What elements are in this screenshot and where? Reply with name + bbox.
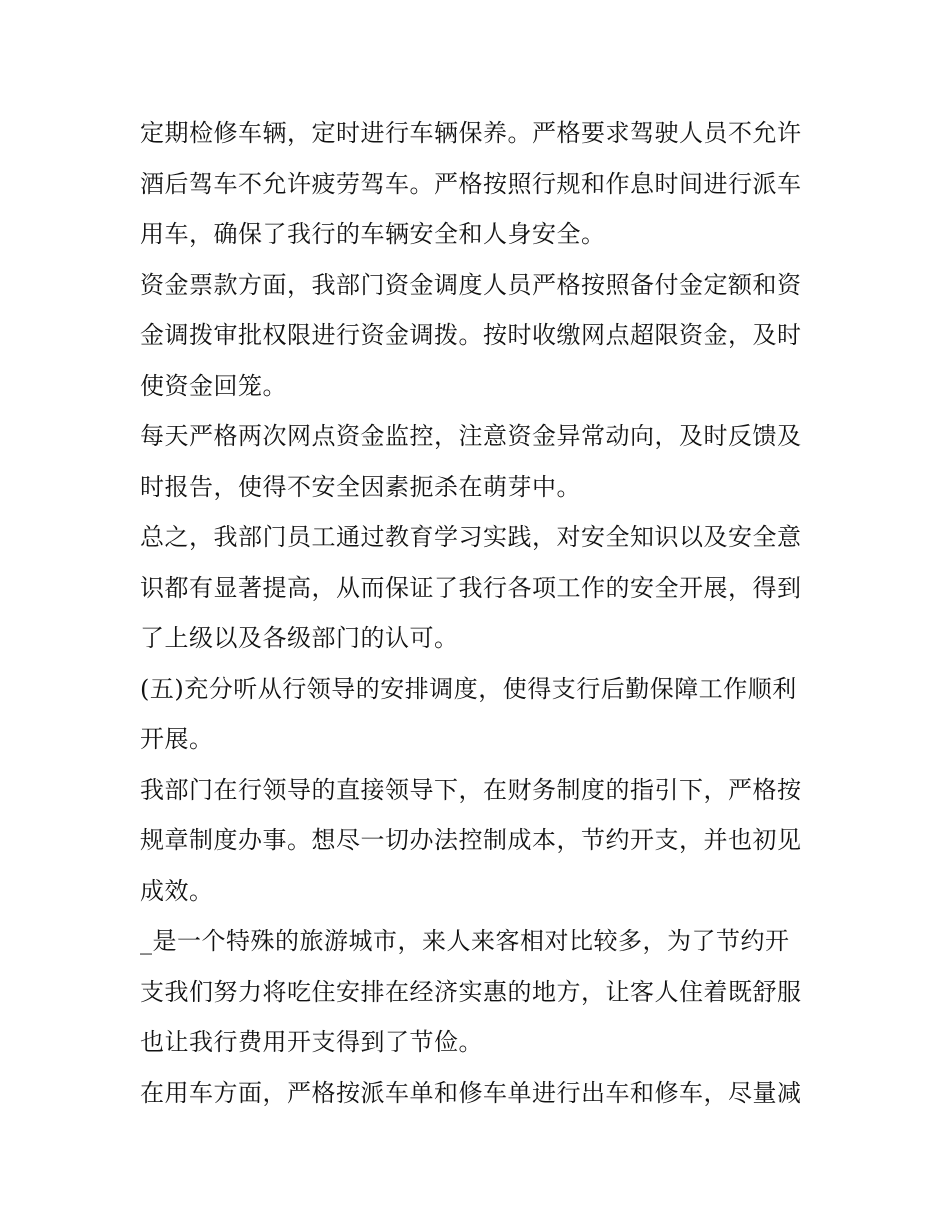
text-line: 资金票款方面，我部门资金调度人员严格按照备付金定额和资 (140, 270, 802, 299)
text-line: _是一个特殊的旅游城市，来人来客相对比较多，为了节约开 (140, 927, 790, 955)
text-line: 使资金回笼。 (140, 371, 287, 400)
text-line: 酒后驾车不允许疲劳驾车。严格按照行规和作息时间进行派车 (140, 169, 802, 198)
text-line: 用车，确保了我行的车辆安全和人身安全。 (140, 220, 606, 248)
text-line: 识都有显著提高，从而保证了我行各项工作的安全开展，得到 (140, 573, 802, 602)
paragraph-funds-monitoring (140, 411, 812, 512)
text-line: 金调拨审批权限进行资金调拨。按时收缴网点超限资金，及时 (140, 321, 802, 349)
text-line: 了上级以及各级部门的认可。 (140, 624, 459, 652)
paragraph-summary (140, 512, 812, 664)
text-line: 也让我行费用开支得到了节俭。 (140, 1028, 483, 1056)
text-line: 每天严格两次网点资金监控，注意资金异常动向，及时反馈及 (140, 422, 802, 450)
text-line: 支我们努力将吃住安排在经济实惠的地方，让客人住着既舒服 (140, 977, 802, 1006)
paragraph-funds-dispatch (140, 260, 812, 412)
text-line: 成效。 (140, 876, 214, 905)
text-line: 规章制度办事。想尽一切办法控制成本，节约开支，并也初见 (140, 826, 802, 854)
paragraph-cost-control (140, 765, 812, 917)
text-line: 我部门在行领导的直接领导下，在财务制度的指引下，严格按 (140, 775, 802, 804)
paragraph-vehicle-usage (140, 1068, 812, 1119)
text-line: (五)充分听从行领导的安排调度，使得支行后勤保障工作顺利 (140, 674, 797, 703)
paragraph-tourism-city (140, 916, 812, 1068)
text-line: 开展。 (140, 725, 214, 753)
text-line: 时报告，使得不安全因素扼杀在萌芽中。 (140, 472, 581, 501)
section-heading-five (140, 664, 812, 765)
text-line: 总之，我部门员工通过教育学习实践，对安全知识以及安全意 (140, 523, 802, 551)
paragraph-vehicle-maintenance (140, 108, 812, 260)
document-body (140, 108, 812, 1118)
text-line: 在用车方面，严格按派车单和修车单进行出车和修车，尽量减 (140, 1078, 802, 1107)
text-line: 定期检修车辆，定时进行车辆保养。严格要求驾驶人员不允许 (140, 119, 802, 147)
